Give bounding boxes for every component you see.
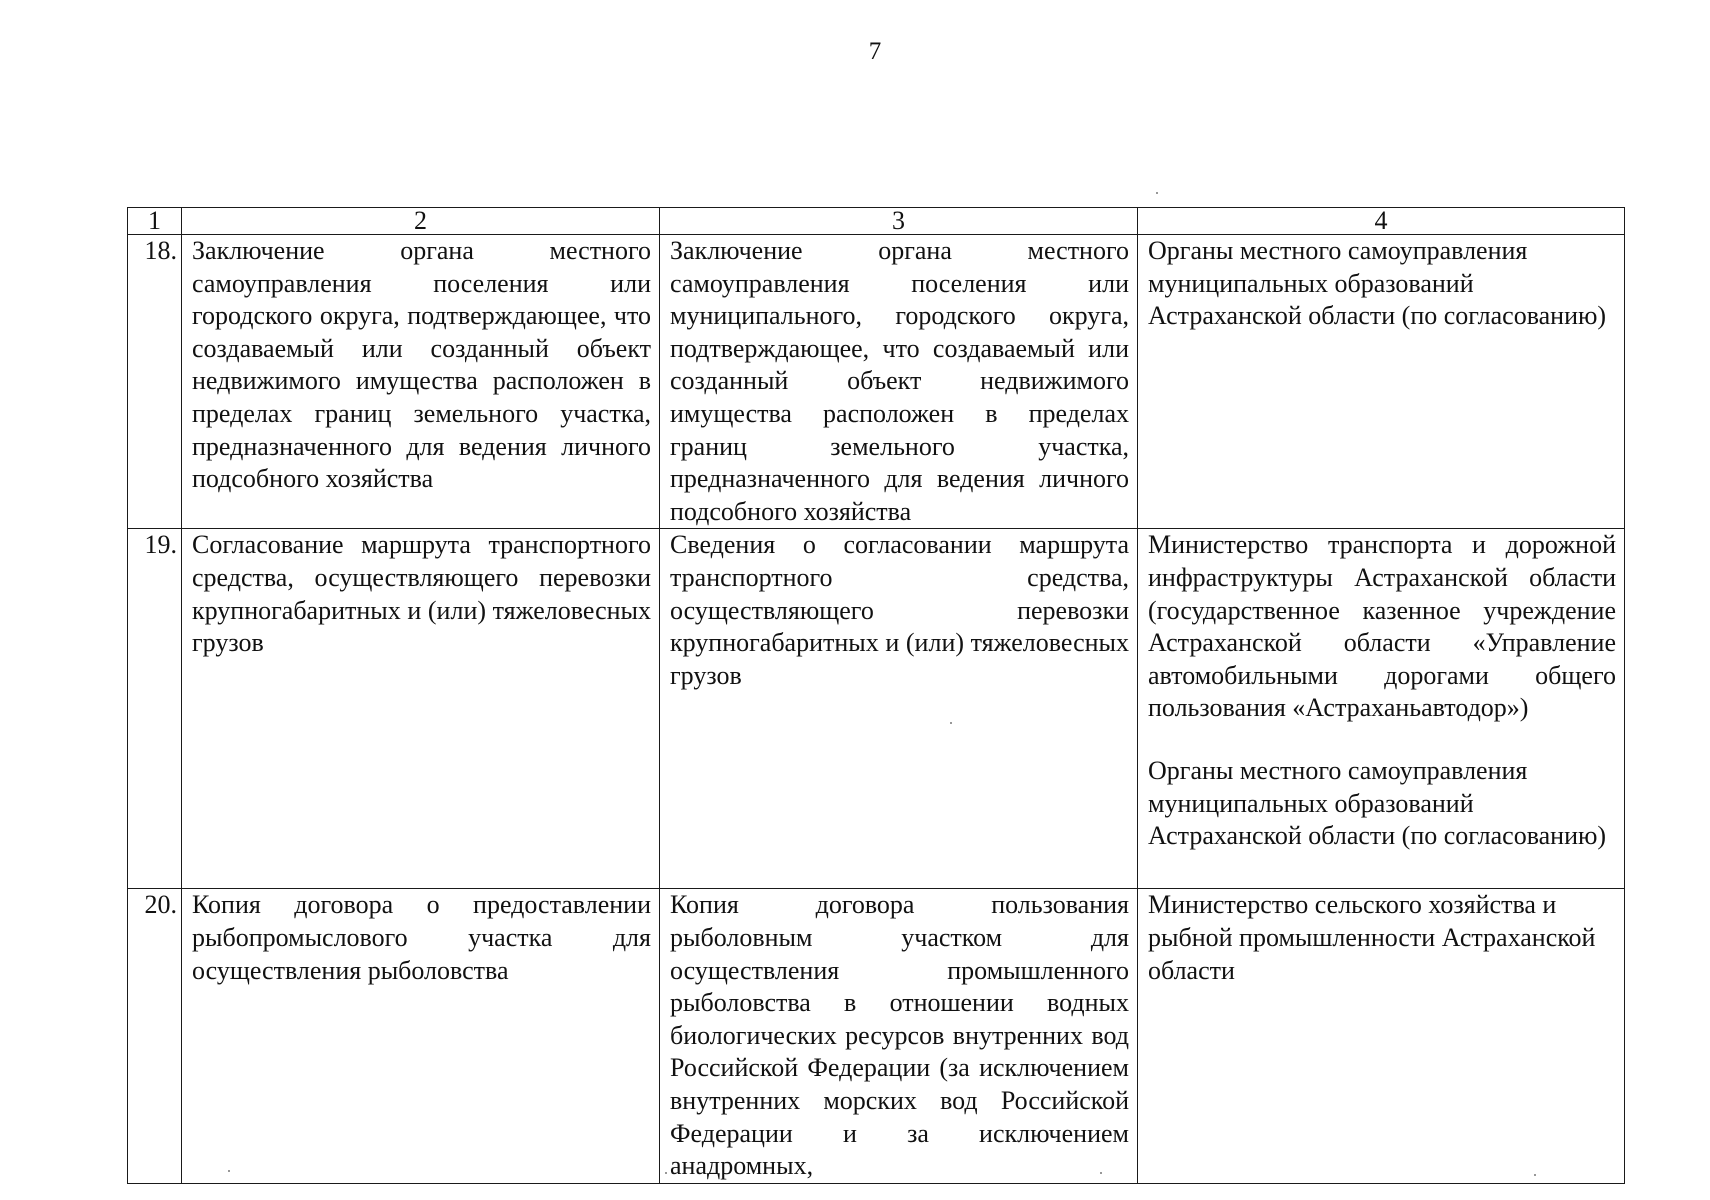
authority-text: Министерство сельского хозяйства и рыбной промышленности Астраханской области — [1148, 890, 1596, 985]
authority-text: Министерство транспорта и дорожной инфраструктуры Астраханской области (государственное казенное учреждение Астраханской области «Управление автомобильными дорогами общего пользования «Астраханьавтодор») — [1148, 530, 1616, 723]
header-cell-1: 1 — [128, 208, 182, 235]
authority-text: Органы местного самоуправления муниципальных образований Астраханской области (по согласованию) — [1148, 236, 1607, 331]
document-content-cell: Заключение органа местного самоуправления поселения или муниципального, городского округа, подтверждающее, что создаваемый или созданный объект недвижимого имущества расположен в пределах границ земельного участка, предназначенного для ведения личного подсобного хозяйства — [660, 235, 1138, 529]
header-cell-4: 4 — [1138, 208, 1625, 235]
table-row — [128, 529, 1625, 889]
scan-speck — [228, 1170, 230, 1172]
authority-cell — [1138, 529, 1625, 889]
table-header-row — [128, 208, 1625, 235]
document-name-cell: Согласование маршрута транспортного средства, осуществляющего перевозки крупногабаритных и (или) тяжеловесных грузов — [182, 529, 660, 889]
authority-text: Органы местного самоуправления муниципальных образований Астраханской области (по согласованию) — [1148, 755, 1607, 851]
page-number: 7 — [868, 38, 882, 65]
row-number: 19. — [128, 529, 182, 889]
authority-cell — [1138, 889, 1625, 1183]
table-row — [128, 889, 1625, 1183]
scan-speck — [950, 722, 952, 724]
scan-speck — [665, 1172, 667, 1174]
header-cell-2: 2 — [182, 208, 660, 235]
authority-cell — [1138, 235, 1625, 529]
document-content-cell: Сведения о согласовании маршрута транспортного средства, осуществляющего перевозки крупногабаритных и (или) тяжеловесных грузов — [660, 529, 1138, 889]
document-name-cell: Копия договора о предоставлении рыбопромыслового участка для осуществления рыболовства — [182, 889, 660, 1183]
scan-speck — [1156, 192, 1158, 194]
row-number: 18. — [128, 235, 182, 529]
document-content-cell: Копия договора пользования рыболовным участком для осуществления промышленного рыболовства в отношении водных биологических ресурсов внутренних вод Российской Федерации (за исключением внутренних морских вод Российской Федерации и за исключением анадромных, — [660, 889, 1138, 1183]
scan-speck — [1534, 1174, 1536, 1176]
document-name-cell: Заключение органа местного самоуправления поселения или городского округа, подтверждающее, что создаваемый или созданный объект недвижимого имущества расположен в пределах границ земельного участка, предназначенного для ведения личного подсобного хозяйства — [182, 235, 660, 529]
row-number: 20. — [128, 889, 182, 1183]
scan-speck — [1100, 1172, 1102, 1174]
table-row — [128, 235, 1625, 529]
document-table — [127, 207, 1625, 1184]
header-cell-3: 3 — [660, 208, 1138, 235]
